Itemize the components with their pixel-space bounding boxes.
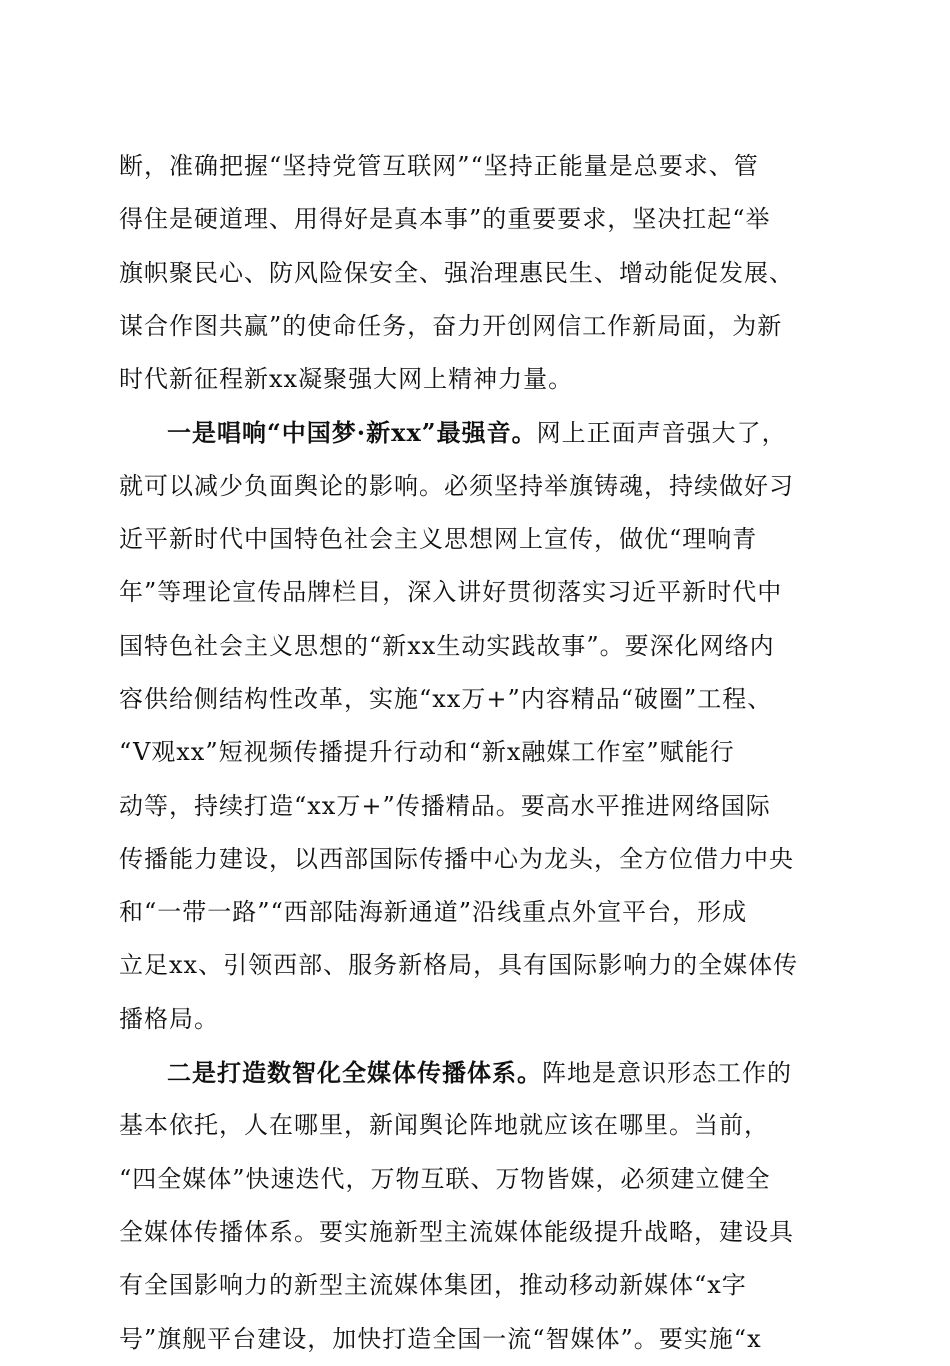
paragraph-first-rest: 阵地是意识形态工作的 — [542, 1059, 792, 1088]
text-line: 年”等理论宣传品牌栏目，深入讲好贯彻落实习近平新时代中 — [119, 578, 783, 607]
text-line: 有全国影响力的新型主流媒体集团，推动移动新媒体“x字 — [119, 1271, 747, 1300]
text-line: 播格局。 — [119, 1004, 219, 1033]
text-line: 立足xx、引领西部、服务新格局，具有国际影响力的全媒体传 — [119, 951, 799, 980]
text-line: 传播能力建设，以西部国际传播中心为龙头，全方位借力中央 — [119, 844, 794, 873]
paragraph-first-rest: 网上正面声音强大了， — [536, 419, 787, 448]
paragraph-lead-heading: 一是唱响“中国梦·新xx”最强音。 — [167, 418, 537, 448]
text-line: “四全媒体”快速迭代，万物互联、万物皆媒，必须建立健全 — [119, 1164, 771, 1193]
text-line: 容供给侧结构性改革，实施“xx万+”内容精品“破圈”工程、 — [119, 684, 773, 713]
text-line: 得住是硬道理、用得好是真本事”的重要要求，坚决扛起“举 — [119, 205, 771, 234]
paragraph-2 — [119, 406, 840, 1046]
text-line: 动等，持续打造“xx万+”传播精品。要高水平推进网络国际 — [119, 791, 771, 820]
text-line: 旗帜聚民心、防风险保安全、强治理惠民生、增动能促发展、 — [119, 258, 794, 287]
text-line-first — [119, 1046, 840, 1099]
paragraph-1 — [119, 140, 840, 406]
text-line: “V观xx”短视频传播提升行动和“新x融媒工作室”赋能行 — [119, 738, 735, 767]
text-line: 近平新时代中国特色社会主义思想网上宣传，做优“理响青 — [119, 525, 758, 554]
text-line: 号”旗舰平台建设，加快打造全国一流“智媒体”。要实施“x — [119, 1324, 762, 1353]
text-line: 和“一带一路”“西部陆海新通道”沿线重点外宣平台，形成 — [119, 898, 748, 927]
text-line: 断，准确把握“坚持党管互联网”“坚持正能量是总要求、管 — [119, 152, 759, 180]
text-line: 谋合作图共赢”的使命任务，奋力开创网信工作新局面，为新 — [119, 311, 783, 340]
text-line: 就可以减少负面舆论的影响。必须坚持举旗铸魂，持续做好习 — [119, 471, 794, 500]
text-line: 全媒体传播体系。要实施新型主流媒体能级提升战略，建设具 — [119, 1217, 794, 1246]
text-line: 时代新征程新xx凝聚强大网上精神力量。 — [119, 365, 574, 394]
paragraph-lead-heading: 二是打造数智化全媒体传播体系。 — [167, 1058, 542, 1088]
text-line-first — [119, 406, 840, 459]
text-line: 国特色社会主义思想的“新xx生动实践故事”。要深化网络内 — [119, 631, 775, 660]
paragraph-3 — [119, 1046, 840, 1366]
text-line: 基本依托，人在哪里，新闻舆论阵地就应该在哪里。当前， — [119, 1111, 769, 1140]
